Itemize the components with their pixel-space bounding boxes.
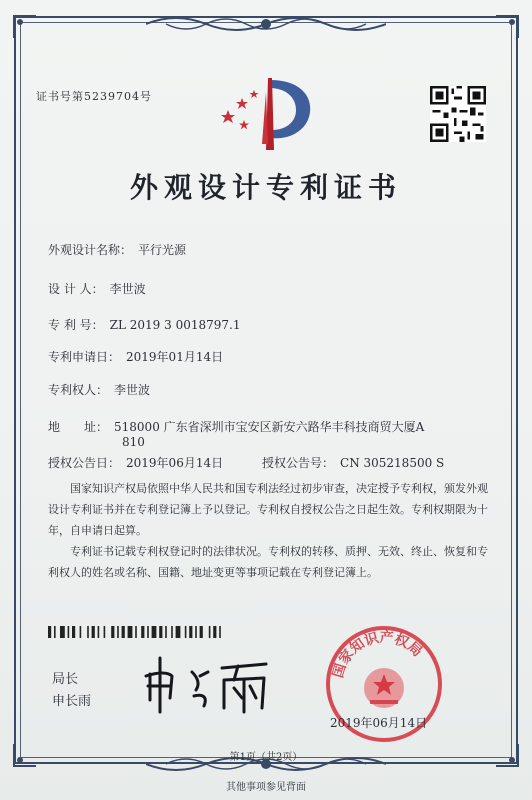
designer-row <box>48 280 146 297</box>
handwritten-signature-icon <box>138 650 278 720</box>
seal-date: 2019年06月14日 <box>330 716 428 730</box>
address-value-line2: 810 <box>122 435 145 449</box>
patent-number-row <box>48 316 240 333</box>
statement-paragraph-1: 国家知识产权局依照中华人民共和国专利法经过初步审查，决定授予专利权，颁发外观设计专利证书并在专利登记簿上予以登记。专利权自授权公告之日起生效。专利权期限为十年，自申请日起算。 <box>48 482 488 537</box>
page-number: 第1页（共2页） <box>229 752 303 763</box>
address-value-line1: 518000 广东省深圳市宝安区新安六路华丰科技商贸大厦A <box>114 420 425 434</box>
design-name-row <box>48 241 186 258</box>
certificate-title: 外观设计专利证书 <box>129 171 402 204</box>
corner-ornament-icon <box>492 12 522 42</box>
statement-paragraph-2: 专利证书记载专利权登记时的法律状况。专利权的转移、质押、无效、终止、恢复和专利权人的姓名或名称、国籍、地址变更等事项记载在专利登记簿上。 <box>48 545 488 579</box>
signatory-name: 申长雨 <box>52 694 92 709</box>
design-name-label: 外观设计名称： <box>48 243 133 257</box>
patentee-row <box>48 381 150 398</box>
seal-arc-text: 国家知识产权局 <box>330 629 426 680</box>
footer-note: 其他事项参见背面 <box>226 782 306 793</box>
filing-date-row <box>48 348 223 365</box>
design-name-value: 平行光源 <box>138 243 187 257</box>
certificate-number <box>36 88 152 104</box>
cnipa-logo-icon <box>214 74 318 152</box>
address-row <box>48 418 424 435</box>
qr-code-icon <box>430 86 486 142</box>
patent-number-label: 专 利 号： <box>48 318 104 332</box>
corner-ornament-icon <box>10 12 40 42</box>
patentee-label: 专利权人： <box>48 383 109 397</box>
patent-number-value: ZL 2019 3 0018797.1 <box>109 318 241 332</box>
top-ornament-icon <box>146 12 386 36</box>
patentee-value: 李世波 <box>114 383 151 397</box>
address-label: 地 址： <box>48 420 109 434</box>
certificate-number-value: 5239704号 <box>84 90 152 103</box>
barcode-icon <box>48 626 296 638</box>
signatory-role: 局长 <box>52 672 79 687</box>
designer-value: 李世波 <box>109 282 146 296</box>
publication-number-value: CN 305218500 S <box>340 456 445 470</box>
grant-date-label: 授权公告日： <box>48 456 121 470</box>
filing-date-label: 专利申请日： <box>48 350 121 364</box>
designer-label: 设 计 人： <box>48 282 104 296</box>
grant-date-row <box>48 454 223 471</box>
publication-number-label: 授权公告号： <box>262 456 335 470</box>
filing-date-value: 2019年01月14日 <box>126 350 224 364</box>
publication-number-row <box>262 454 444 471</box>
grant-date-value: 2019年06月14日 <box>126 456 224 470</box>
certificate-number-label: 证书号第 <box>36 90 84 103</box>
